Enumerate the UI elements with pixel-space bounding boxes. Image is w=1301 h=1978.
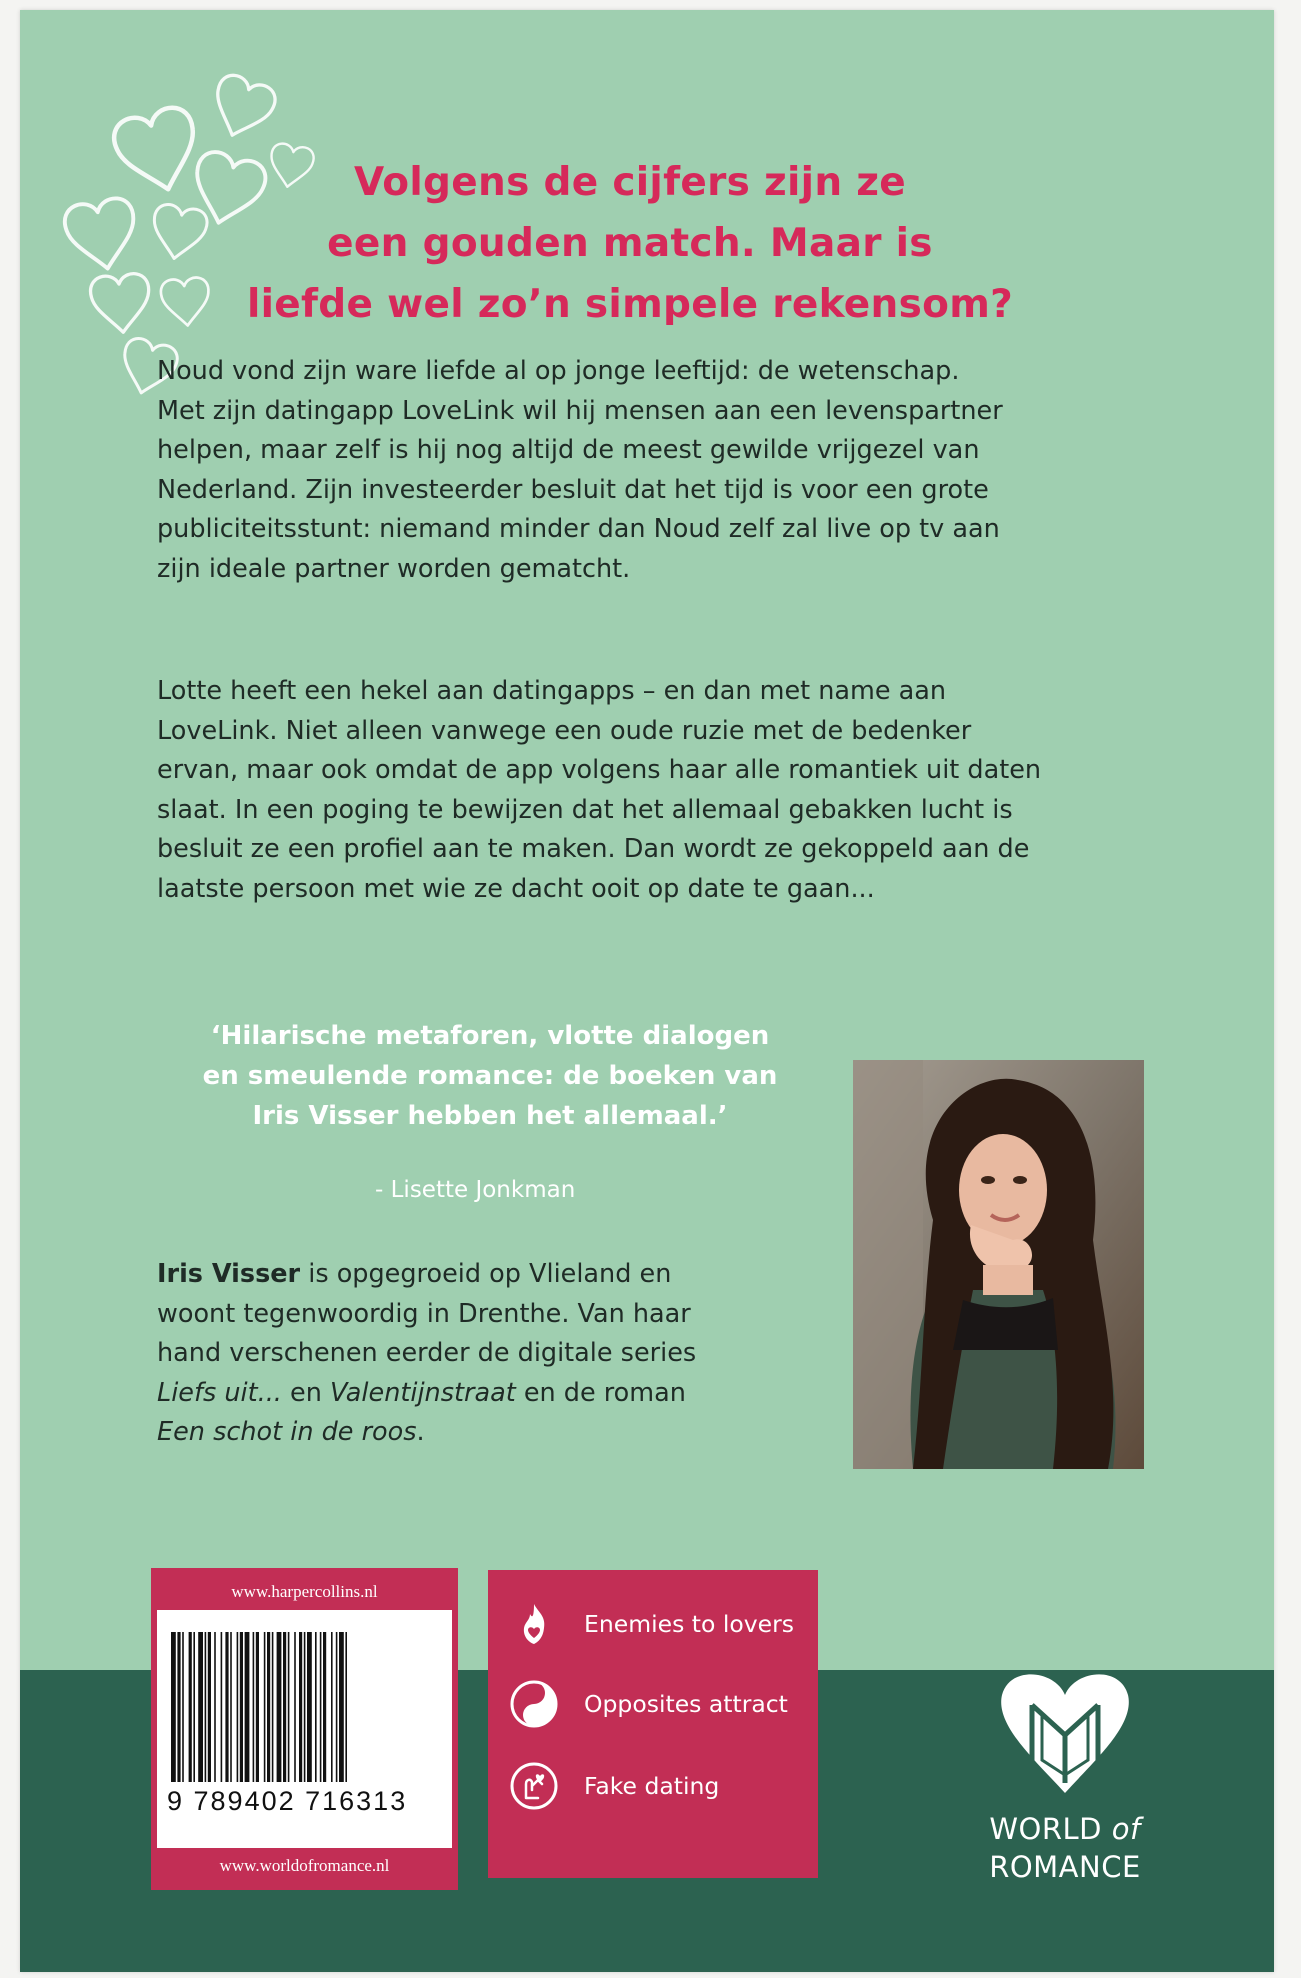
tropes-box — [488, 1570, 818, 1878]
author-photo — [853, 1060, 1144, 1469]
bio-text: en de roman — [515, 1377, 686, 1408]
trope-item — [508, 1678, 788, 1730]
author-bio — [157, 1255, 797, 1453]
quote-line: Iris Visser hebben het allemaal.’ — [252, 1101, 728, 1131]
barcode-icon — [167, 1632, 443, 1782]
yin-yang-heart-icon — [508, 1678, 560, 1730]
book-back-cover — [20, 10, 1274, 1972]
world-of-romance-logo-icon — [980, 1665, 1150, 1795]
flame-heart-icon — [508, 1598, 560, 1650]
text-line: Met zijn datingapp LoveLink wil hij mensen aan een levenspartner — [157, 395, 1003, 426]
trope-label: Enemies to lovers — [584, 1610, 795, 1638]
text-line: slaat. In een poging te bewijzen dat het allemaal gebakken lucht is — [157, 794, 1013, 825]
imprint-url: www.worldofromance.nl — [157, 1848, 452, 1884]
text-line: Nederland. Zijn investeerder besluit dat het tijd is voor een grote — [157, 474, 989, 505]
text-line: laatste persoon met wie ze dacht ooit op date te gaan... — [157, 873, 875, 904]
tagline-line: een gouden match. Maar is — [327, 221, 933, 266]
tagline-line: Volgens de cijfers zijn ze — [353, 160, 907, 205]
bio-text: hand verschenen eerder de digitale series — [157, 1338, 697, 1368]
text-line: LoveLink. Niet alleen vanwege een oude ruzie met de bedenker — [157, 715, 972, 746]
text-line: Lotte heeft een hekel aan datingapps – en dan met name aan — [157, 676, 947, 706]
text-line: Noud vond zijn ware liefde al op jonge leeftijd: de wetenschap. — [157, 356, 960, 386]
quote-line: ‘Hilarische metaforen, vlotte dialogen — [210, 1021, 770, 1051]
text-line: ervan, maar ook omdat de app volgens haar alle romantiek uit daten — [157, 755, 1042, 785]
publisher-url: www.harpercollins.nl — [157, 1574, 452, 1610]
imprint-word: WORLD — [989, 1812, 1112, 1846]
imprint-word: ROMANCE — [989, 1850, 1141, 1884]
novel-title: Een schot in de roos — [157, 1417, 417, 1447]
text-line: zijn ideale partner worden gematcht. — [157, 553, 631, 584]
text-line: helpen, maar zelf is hij nog altijd de meest gewilde vrijgezel van — [157, 435, 980, 465]
synopsis-paragraph-1 — [157, 352, 1117, 589]
bio-text: woont tegenwoordig in Drenthe. Van haar — [157, 1298, 691, 1329]
quote-attribution: - Lisette Jonkman — [375, 1177, 576, 1203]
trope-item — [508, 1760, 719, 1812]
quote-line: en smeulende romance: de boeken van — [202, 1061, 778, 1091]
review-quote — [150, 1016, 830, 1136]
isbn-number: 9 789402 716313 — [167, 1786, 408, 1816]
trope-label: Fake dating — [584, 1772, 720, 1800]
bio-text: is opgegroeid op Vlieland en — [300, 1259, 672, 1289]
fake-dating-icon — [508, 1760, 560, 1812]
bio-text: . — [416, 1417, 425, 1447]
imprint-name — [960, 1810, 1170, 1886]
tagline-line: liefde wel zo’n simpele rekensom? — [246, 282, 1014, 327]
series-title: Liefs uit... — [157, 1377, 282, 1408]
barcode-box — [151, 1568, 458, 1890]
author-name: Iris Visser — [157, 1259, 301, 1289]
tagline — [140, 152, 1120, 335]
trope-label: Opposites attract — [584, 1690, 788, 1718]
series-title: Valentijnstraat — [329, 1377, 516, 1408]
synopsis-paragraph-2 — [157, 672, 1117, 909]
bio-text: en — [281, 1377, 330, 1408]
text-line: publiciteitsstunt: niemand minder dan Noud zelf zal live op tv aan — [157, 514, 1000, 544]
trope-item — [508, 1598, 794, 1650]
text-line: besluit ze een profiel aan te maken. Dan wordt ze gekoppeld aan de — [157, 834, 1030, 864]
imprint-word: of — [1111, 1812, 1141, 1846]
